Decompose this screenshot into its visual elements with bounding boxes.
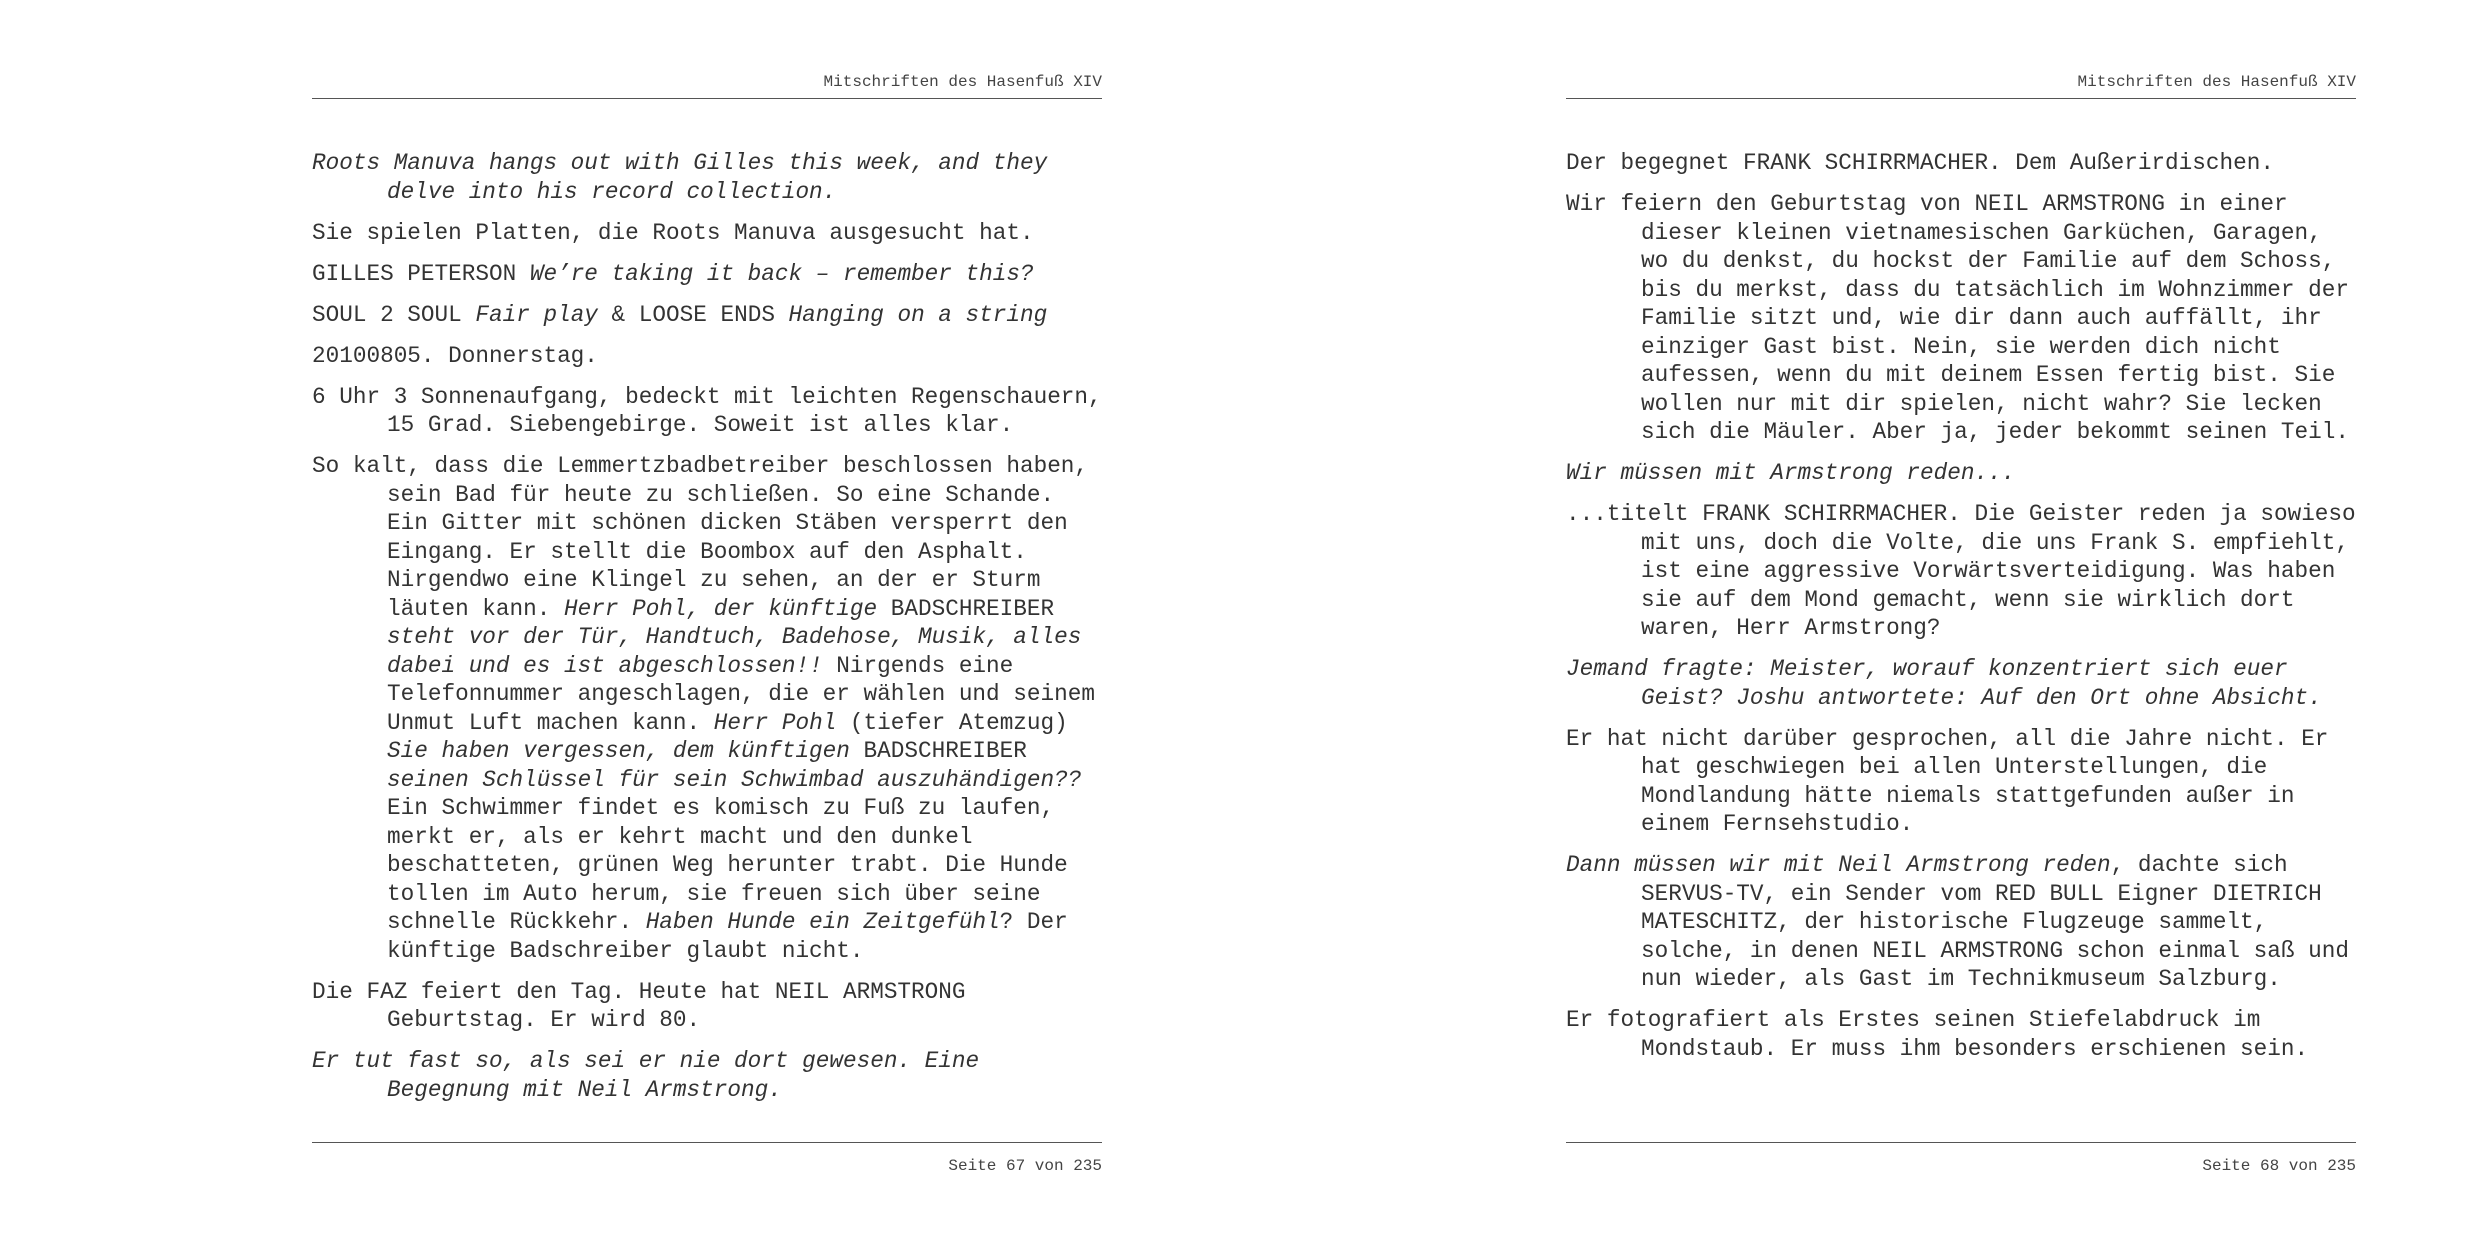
italic-text: Er tut fast so, als sei er nie dort gewesen. Eine Begegnung mit Neil Armstrong.: [312, 1048, 980, 1103]
italic-text: Roots Manuva hangs out with Gilles this week, and they delve into his record collection.: [312, 150, 1048, 205]
text-run: Sie spielen Platten, die Roots Manuva ausgesucht hat.: [312, 219, 1034, 246]
footer-rule: [312, 1142, 1102, 1143]
paragraph: [1566, 190, 2356, 447]
paragraph: [312, 149, 1102, 206]
paragraph: [1566, 1006, 2356, 1063]
text-run: Die FAZ feiert den Tag. Heute hat NEIL ARMSTRONG Geburtstag. Er wird 80.: [312, 978, 966, 1033]
text-run: SOUL 2 SOUL: [312, 301, 476, 328]
text-run: Er hat nicht darüber gesprochen, all die Jahre nicht. Er hat geschwiegen bei allen Unterstellungen, die Mondlandung hätte niemals stattgefunden außer in einem Fernsehstudio.: [1566, 725, 2329, 837]
paragraph: [312, 219, 1102, 248]
text-run: , dachte sich SERVUS-TV, ein Sender vom RED BULL Eigner DIETRICH MATESCHITZ, der historische Flugzeuge sammelt, solche, in denen NEIL ARMSTRONG schon einmal saß und nun wieder, als Gast im Technikmuseum Salzburg.: [1641, 852, 2349, 992]
paragraph: [1566, 851, 2356, 994]
right-page: [1566, 0, 2356, 1240]
text-run: ? Der künftige Badschreiber glaubt nicht.: [387, 909, 1068, 964]
text-run: GILLES PETERSON: [312, 260, 530, 287]
italic-text: Dann müssen wir mit Neil Armstrong reden: [1566, 852, 2111, 878]
italic-text: Herr Pohl: [713, 709, 837, 736]
paragraph: [312, 452, 1102, 965]
italic-text: Hanging on a string: [788, 301, 1048, 328]
text-run: Der begegnet FRANK SCHIRRMACHER. Dem Außerirdischen.: [1566, 150, 2274, 176]
text-run: Nirgends eine Telefonnummer angeschlagen, die er wählen und seinem Unmut Luft machen kann.: [387, 652, 1095, 736]
paragraph: [1566, 459, 2356, 488]
text-run: & LOOSE ENDS: [597, 301, 789, 328]
text-run: ...titelt FRANK SCHIRRMACHER. Die Geister reden ja sowieso mit uns, doch die Volte, die uns Frank S. empfiehlt, ist eine aggressive Vorwärtsverteidigung. Was haben sie auf dem Mond gemacht, wenn sie wirklich dort waren, Herr Armstrong?: [1566, 501, 2356, 641]
left-page: [312, 0, 1102, 1240]
text-run: BADSCHREIBER: [863, 738, 1027, 764]
paragraph: [1566, 500, 2356, 643]
text-run: BADSCHREIBER: [890, 595, 1055, 622]
paragraph: [312, 1047, 1102, 1104]
paragraph: [312, 301, 1102, 330]
paragraph: [312, 383, 1102, 440]
header-rule: [312, 98, 1102, 99]
page-body: [1566, 149, 2356, 1063]
running-header: Mitschriften des Hasenfuß XIV: [823, 73, 1102, 91]
italic-text: Sie haben vergessen, dem künftigen: [387, 738, 864, 764]
paragraph: [312, 342, 1102, 371]
italic-text: Fair play: [475, 301, 598, 328]
paragraph: [1566, 149, 2356, 178]
page-body: [312, 149, 1102, 1104]
italic-text: Jemand fragte: Meister, worauf konzentriert sich euer Geist? Joshu antwortete: Auf den Ort ohne Absicht.: [1566, 656, 2322, 711]
text-run: 20100805. Donnerstag.: [312, 342, 598, 369]
paragraph: [1566, 725, 2356, 839]
italic-text: We’re taking it back – remember this?: [529, 260, 1034, 287]
paragraph: [312, 260, 1102, 289]
italic-text: Herr Pohl, der künftige: [564, 595, 891, 622]
text-run: So kalt, dass die Lemmertzbadbetreiber beschlossen haben, sein Bad für heute zu schließen. So eine Schande. Ein Gitter mit schönen dicken Stäben versperrt den Eingang. Er stellt die Boombox auf den Asphalt. Nirgendwo eine Klingel zu sehen, an der er Sturm läuten kann.: [312, 453, 1089, 622]
footer-rule: [1566, 1142, 2356, 1143]
text-run: Wir feiern den Geburtstag von NEIL ARMSTRONG in einer dieser kleinen vietnamesischen Garküchen, Garagen, wo du denkst, du hockst der Familie auf dem Schoss, bis du merkst, dass du tatsächlich im Wohnzimmer der Familie sitzt und, wie dir dann auch auffällt, ihr einziger Gast bist. Nein, sie werden dich nicht aufessen, wenn du mit deinem Essen fertig bist. Sie wollen nur mit dir spielen, nicht wahr? Sie lecken sich die Mäuler. Aber ja, jeder bekommt seinen Teil.: [1566, 191, 2349, 445]
text-run: Ein Schwimmer findet es komisch zu Fuß zu laufen, merkt er, als er kehrt macht und den dunkel beschatteten, grünen Weg herunter trabt. Die Hunde tollen im Auto herum, sie freuen sich über seine schnelle Rückkehr.: [387, 795, 1068, 935]
paragraph: [312, 978, 1102, 1035]
header-rule: [1566, 98, 2356, 99]
text-run: 6 Uhr 3 Sonnenaufgang, bedeckt mit leichten Regenschauern, 15 Grad. Siebengebirge. Soweit ist alles klar.: [312, 383, 1102, 438]
italic-text: Haben Hunde ein Zeitgefühl: [645, 909, 1000, 935]
text-run: (tiefer Atemzug): [836, 709, 1068, 736]
text-run: Er fotografiert als Erstes seinen Stiefelabdruck im Mondstaub. Er muss ihm besonders erschienen sein.: [1566, 1007, 2309, 1062]
italic-text: Wir müssen mit Armstrong reden...: [1566, 460, 2016, 486]
page-number: Seite 68 von 235: [2202, 1157, 2356, 1175]
italic-text: seinen Schlüssel für sein Schwimbad auszuhändigen??: [387, 766, 1082, 793]
paragraph: [1566, 655, 2356, 712]
italic-text: steht vor der Tür, Handtuch, Badehose, Musik, alles dabei und es ist abgeschlossen!!: [387, 624, 1082, 679]
page-number: Seite 67 von 235: [948, 1157, 1102, 1175]
running-header: Mitschriften des Hasenfuß XIV: [2077, 73, 2356, 91]
